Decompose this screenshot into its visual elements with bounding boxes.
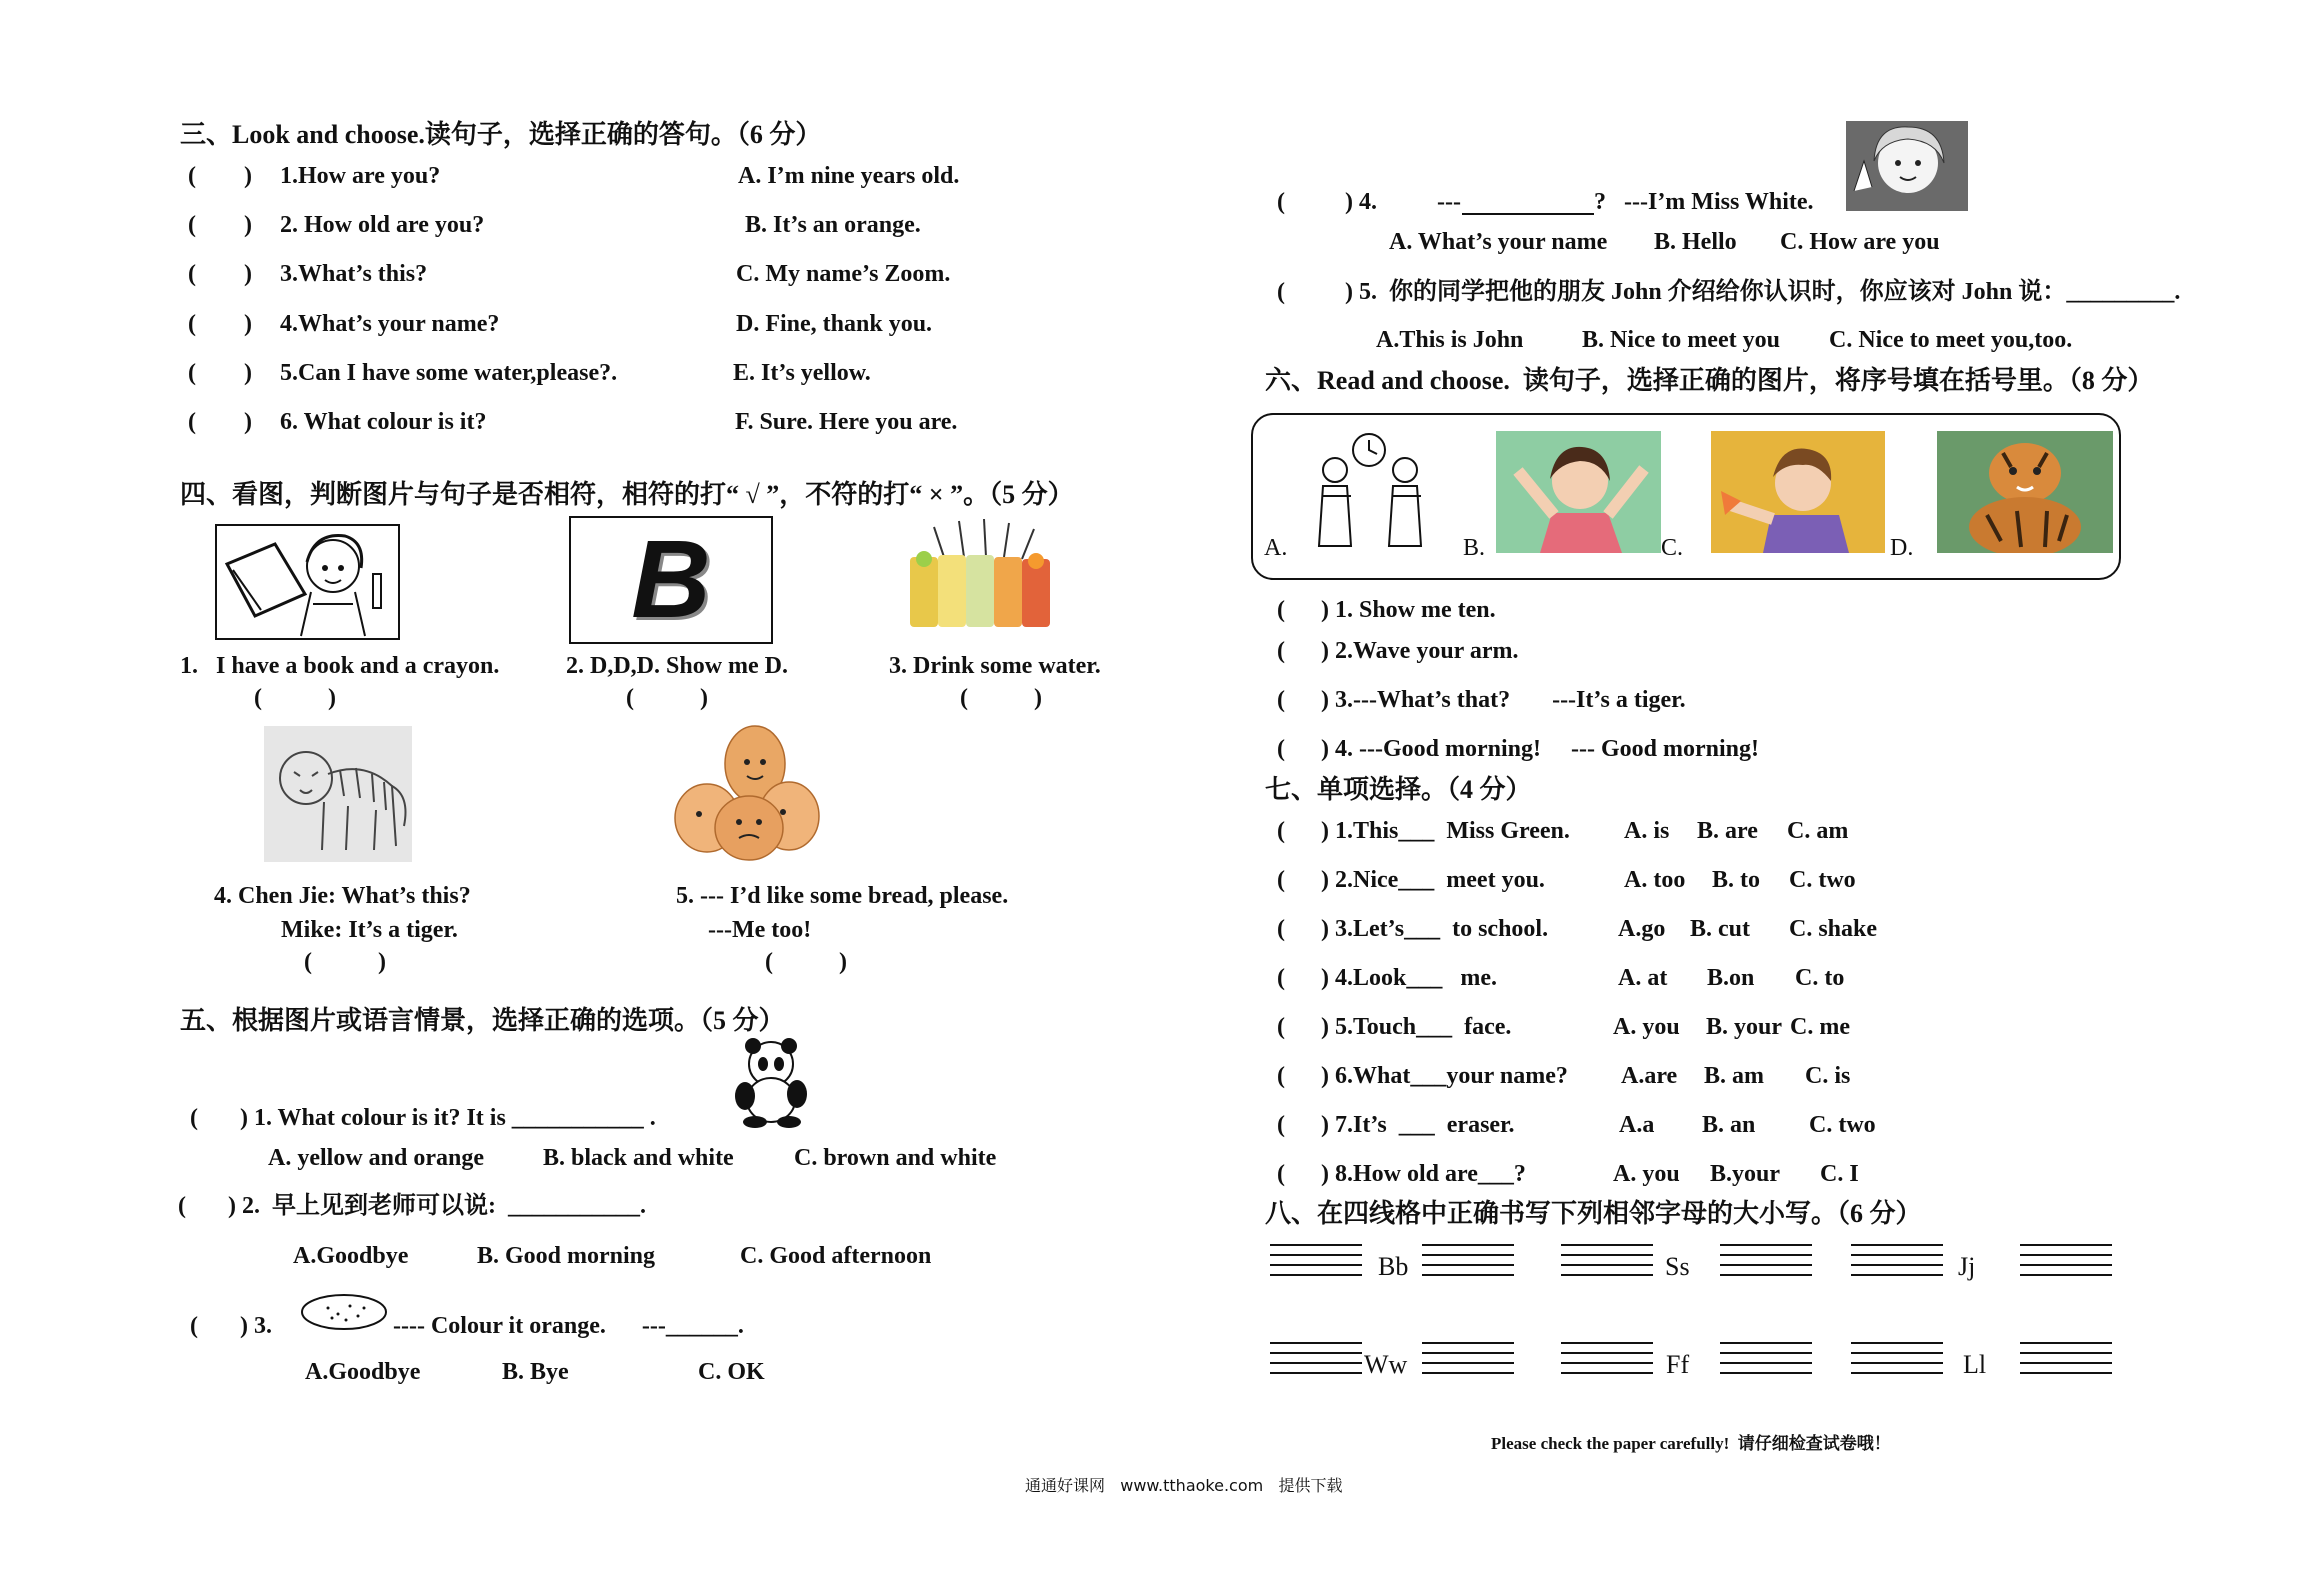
section3-title: 三、Look and choose.读句子，选择正确的答句。（6 分） <box>180 120 822 149</box>
miss-white-image <box>1846 121 1968 211</box>
answer-b: B. It’s an orange. <box>745 212 921 238</box>
letter-pair-ff: Ff <box>1666 1350 1690 1379</box>
answer-a: A. I’m nine years old. <box>738 163 960 189</box>
question-5: 5.Can I have some water,please?. <box>280 360 618 386</box>
answer-paren[interactable]: ( ) <box>188 163 252 189</box>
s7-q5: ( ) 5.Touch___ face. <box>1277 1014 1512 1040</box>
section6-title: 六、Read and choose. 读句子，选择正确的图片，将序号填在括号里。（8 分） <box>1265 366 2154 395</box>
s5-q1-opt-b: B. black and white <box>543 1145 734 1171</box>
s5-q5-opt-b: B. Nice to meet you <box>1582 327 1780 353</box>
s6-item-3: ( ) 3.---What’s that? ---It’s a tiger. <box>1277 687 1686 713</box>
s7-q7-b: B. an <box>1702 1112 1756 1138</box>
s4-paren-2[interactable]: ( ) <box>626 685 708 711</box>
s6-label-d: D. <box>1890 535 1914 561</box>
s5-q5-opt-a: A.This is John <box>1376 327 1524 353</box>
s4-item-2: 2. D,D,D. Show me D. <box>566 653 788 679</box>
s5-q3-opt-c: C. OK <box>698 1359 765 1385</box>
s7-q3-a: A.go <box>1618 916 1666 942</box>
s7-q1-b: B. are <box>1697 818 1758 844</box>
s7-q8: ( ) 8.How old are___? <box>1277 1161 1526 1187</box>
s5-q5: ( ) 5. 你的同学把他的朋友 John 介绍给你认识时，你应该对 John 说：_________. <box>1277 279 2181 305</box>
s7-q2-a: A. too <box>1624 867 1686 893</box>
s5-q4-opt-c: C. How are you <box>1780 229 1940 255</box>
s6-item-2: ( ) 2.Wave your arm. <box>1277 638 1519 664</box>
answer-paren[interactable]: ( ) <box>188 409 252 435</box>
s7-q8-c: C. I <box>1820 1161 1859 1187</box>
four-line-grid[interactable] <box>1720 1342 1812 1382</box>
letter-pair-ll: Ll <box>1963 1350 1987 1379</box>
footer-check-note: Please check the paper carefully! 请仔细检查试卷哦！ <box>1491 1434 1891 1453</box>
answer-paren[interactable]: ( ) <box>188 360 252 386</box>
section5-title: 五、根据图片或语言情景，选择正确的选项。（5 分） <box>180 1006 785 1035</box>
s7-q7-c: C. two <box>1809 1112 1876 1138</box>
s7-q4: ( ) 4.Look___ me. <box>1277 965 1497 991</box>
s6-label-a: A. <box>1264 535 1288 561</box>
answer-paren[interactable]: ( ) <box>188 311 252 337</box>
s5-q1: ( ) 1. What colour is it? It is ___________ . <box>190 1105 656 1131</box>
four-line-grid[interactable] <box>1270 1244 1362 1284</box>
footer-site: 通通好课网 www.tthaoke.com 提供下载 <box>1025 1476 1343 1495</box>
drinks-image <box>904 517 1056 639</box>
s7-q8-a: A. you <box>1613 1161 1680 1187</box>
s7-q2: ( ) 2.Nice___ meet you. <box>1277 867 1545 893</box>
question-1: 1.How are you? <box>280 163 441 189</box>
answer-f: F. Sure. Here you are. <box>735 409 958 435</box>
s5-q2: ( ) 2. 早上见到老师可以说: ___________. <box>178 1193 646 1219</box>
four-line-grid[interactable] <box>2020 1342 2112 1382</box>
four-line-grid[interactable] <box>1422 1342 1514 1382</box>
answer-e: E. It’s yellow. <box>733 360 871 386</box>
s4-paren-4[interactable]: ( ) <box>304 949 386 975</box>
s7-q7-a: A.a <box>1619 1112 1655 1138</box>
answer-c: C. My name’s Zoom. <box>736 261 951 287</box>
question-6: 6. What colour is it? <box>280 409 487 435</box>
s4-item-5-line2: ---Me too! <box>708 917 812 943</box>
letter-pair-ww: Ww <box>1364 1350 1408 1379</box>
s4-paren-5[interactable]: ( ) <box>765 949 847 975</box>
s6-item-4: ( ) 4. ---Good morning! --- Good morning! <box>1277 736 1759 762</box>
s7-q2-c: C. two <box>1789 867 1856 893</box>
four-line-grid[interactable] <box>1561 1342 1653 1382</box>
s7-q3-c: C. shake <box>1789 916 1878 942</box>
s6-label-b: B. <box>1463 535 1486 561</box>
four-line-grid[interactable] <box>2020 1244 2112 1284</box>
four-line-grid[interactable] <box>1851 1244 1943 1284</box>
s7-q4-b: B.on <box>1707 965 1755 991</box>
orange-fruit-image <box>298 1288 390 1332</box>
s5-q3-opt-a: A.Goodbye <box>305 1359 421 1385</box>
question-4: 4.What’s your name? <box>280 311 500 337</box>
s6-label-c: C. <box>1661 535 1684 561</box>
s5-q2-opt-a: A.Goodbye <box>293 1243 409 1269</box>
s5-q2-opt-c: C. Good afternoon <box>740 1243 932 1269</box>
four-line-grid[interactable] <box>1422 1244 1514 1284</box>
four-line-grid[interactable] <box>1561 1244 1653 1284</box>
question-3: 3.What’s this? <box>280 261 428 287</box>
s7-q6-a: A.are <box>1621 1063 1678 1089</box>
s7-q6-c: C. is <box>1805 1063 1851 1089</box>
answer-paren[interactable]: ( ) <box>188 212 252 238</box>
s4-paren-1[interactable]: ( ) <box>254 685 336 711</box>
girl-waving-image <box>1496 431 1661 553</box>
tiger-image <box>1937 431 2113 553</box>
s7-q1-a: A. is <box>1624 818 1670 844</box>
section8-title: 八、在四线格中正确书写下列相邻字母的大小写。（6 分） <box>1265 1199 1922 1228</box>
s5-q4-blank[interactable] <box>1462 195 1594 215</box>
s7-q1: ( ) 1.This___ Miss Green. <box>1277 818 1570 844</box>
s4-paren-3[interactable]: ( ) <box>960 685 1042 711</box>
s5-q5-opt-c: C. Nice to meet you,too. <box>1829 327 2073 353</box>
s4-item-4-line1: 4. Chen Jie: What’s this? <box>214 883 471 909</box>
eggs-image <box>667 722 829 862</box>
s4-item-1: 1. I have a book and a crayon. <box>180 653 500 679</box>
question-2: 2. How old are you? <box>280 212 485 238</box>
s5-q3-opt-b: B. Bye <box>502 1359 569 1385</box>
panda-image <box>727 1036 813 1128</box>
letter-pair-bb: Bb <box>1378 1252 1409 1281</box>
s7-q5-b: B. your <box>1706 1014 1783 1040</box>
s7-q5-c: C. me <box>1790 1014 1850 1040</box>
s7-q6-b: B. am <box>1704 1063 1764 1089</box>
s5-q1-opt-c: C. brown and white <box>794 1145 997 1171</box>
s7-q5-a: A. you <box>1613 1014 1680 1040</box>
s5-q4-opt-b: B. Hello <box>1654 229 1737 255</box>
section7-title: 七、单项选择。（4 分） <box>1265 775 1532 804</box>
s7-q1-c: C. am <box>1787 818 1849 844</box>
s7-q3: ( ) 3.Let’s___ to school. <box>1277 916 1549 942</box>
s7-q6: ( ) 6.What___your name? <box>1277 1063 1568 1089</box>
section4-title: 四、看图，判断图片与句子是否相符，相符的打“ √ ”，不符的打“ × ”。（5 分） <box>180 480 1074 509</box>
answer-d: D. Fine, thank you. <box>736 311 933 337</box>
s7-q2-b: B. to <box>1712 867 1760 893</box>
s4-item-5-line1: 5. --- I’d like some bread, please. <box>676 883 1009 909</box>
s5-q3-prefix: ( ) 3. <box>190 1313 272 1339</box>
s7-q7: ( ) 7.It’s ___ eraser. <box>1277 1112 1515 1138</box>
s4-item-4-line2: Mike: It’s a tiger. <box>281 917 458 943</box>
s5-q4-prefix: ( ) 4. --- <box>1277 189 1461 215</box>
s7-q3-b: B. cut <box>1690 916 1750 942</box>
s7-q4-c: C. to <box>1795 965 1845 991</box>
answer-paren[interactable]: ( ) <box>188 261 252 287</box>
letter-pair-jj: Jj <box>1958 1252 1976 1281</box>
two-people-clock-image <box>1311 426 1431 554</box>
tiger-sketch-image <box>264 726 412 862</box>
s5-q4-opt-a: A. What’s your name <box>1389 229 1608 255</box>
s5-q2-opt-b: B. Good morning <box>477 1243 656 1269</box>
s7-q8-b: B.your <box>1710 1161 1781 1187</box>
four-line-grid[interactable] <box>1270 1342 1362 1382</box>
s7-q4-a: A. at <box>1618 965 1668 991</box>
s5-q1-opt-a: A. yellow and orange <box>268 1145 484 1171</box>
s6-item-1: ( ) 1. Show me ten. <box>1277 597 1496 623</box>
s5-q3-text: ---- Colour it orange. ---______. <box>393 1313 744 1339</box>
letter-b-glyph: B <box>631 518 711 641</box>
boy-pointing-image <box>1711 431 1885 553</box>
girl-with-book-image <box>215 524 400 640</box>
s5-q4-text: ? ---I’m Miss White. <box>1594 189 1814 215</box>
s4-item-3: 3. Drink some water. <box>889 653 1101 679</box>
four-line-grid[interactable] <box>1720 1244 1812 1284</box>
letter-b-image <box>569 516 773 644</box>
four-line-grid[interactable] <box>1851 1342 1943 1382</box>
letter-pair-ss: Ss <box>1665 1252 1690 1281</box>
